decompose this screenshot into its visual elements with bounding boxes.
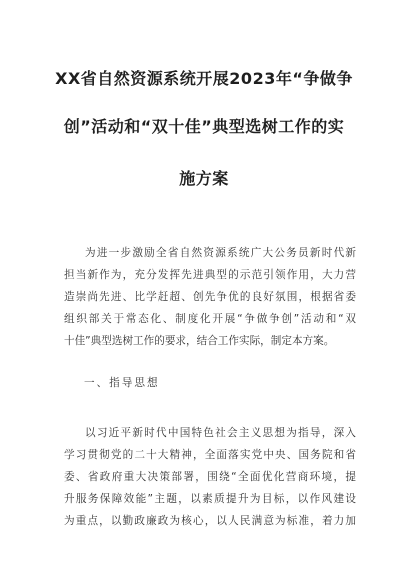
intro-line: 造崇尚先进、比学赶超、创先争优的良好氛围，根据省委 xyxy=(64,291,356,303)
intro-line: 担当新作为，充分发挥先进典型的示范引领作用，大力营 xyxy=(64,269,356,281)
guiding-ideology-paragraph xyxy=(64,422,356,532)
section-line: 学习贯彻党的二十大精神，全面落实党中央、国务院和省 xyxy=(64,449,356,461)
section-line: 以习近平新时代中国特色社会主义思想为指导，深入 xyxy=(85,427,356,439)
intro-line: 为进一步激励全省自然资源系统广大公务员新时代新 xyxy=(85,247,356,259)
intro-line: 十佳”典型选树工作的要求，结合工作实际，制定本方案。 xyxy=(64,335,335,347)
section-heading-guiding-ideology: 一、指导思想 xyxy=(84,377,160,389)
section-line: 升服务保障效能”主题，以素质提升为目标，以作风建设 xyxy=(64,493,356,505)
document-title-line-3: 施方案 xyxy=(179,169,229,188)
intro-line: 组织部关于常态化、制度化开展“争做争创”活动和“双 xyxy=(64,313,356,325)
document-title-line-2: 创”活动和“双十佳”典型选树工作的实 xyxy=(63,117,345,136)
intro-paragraph xyxy=(64,242,356,352)
section-line: 委、省政府重大决策部署，围绕“全面优化营商环境，提 xyxy=(64,471,356,483)
section-line: 为重点，以勤政廉政为核心，以人民满意为标准，着力加 xyxy=(64,515,356,527)
document-title-line-1: XX省自然资源系统开展2023年“争做争 xyxy=(55,69,353,88)
